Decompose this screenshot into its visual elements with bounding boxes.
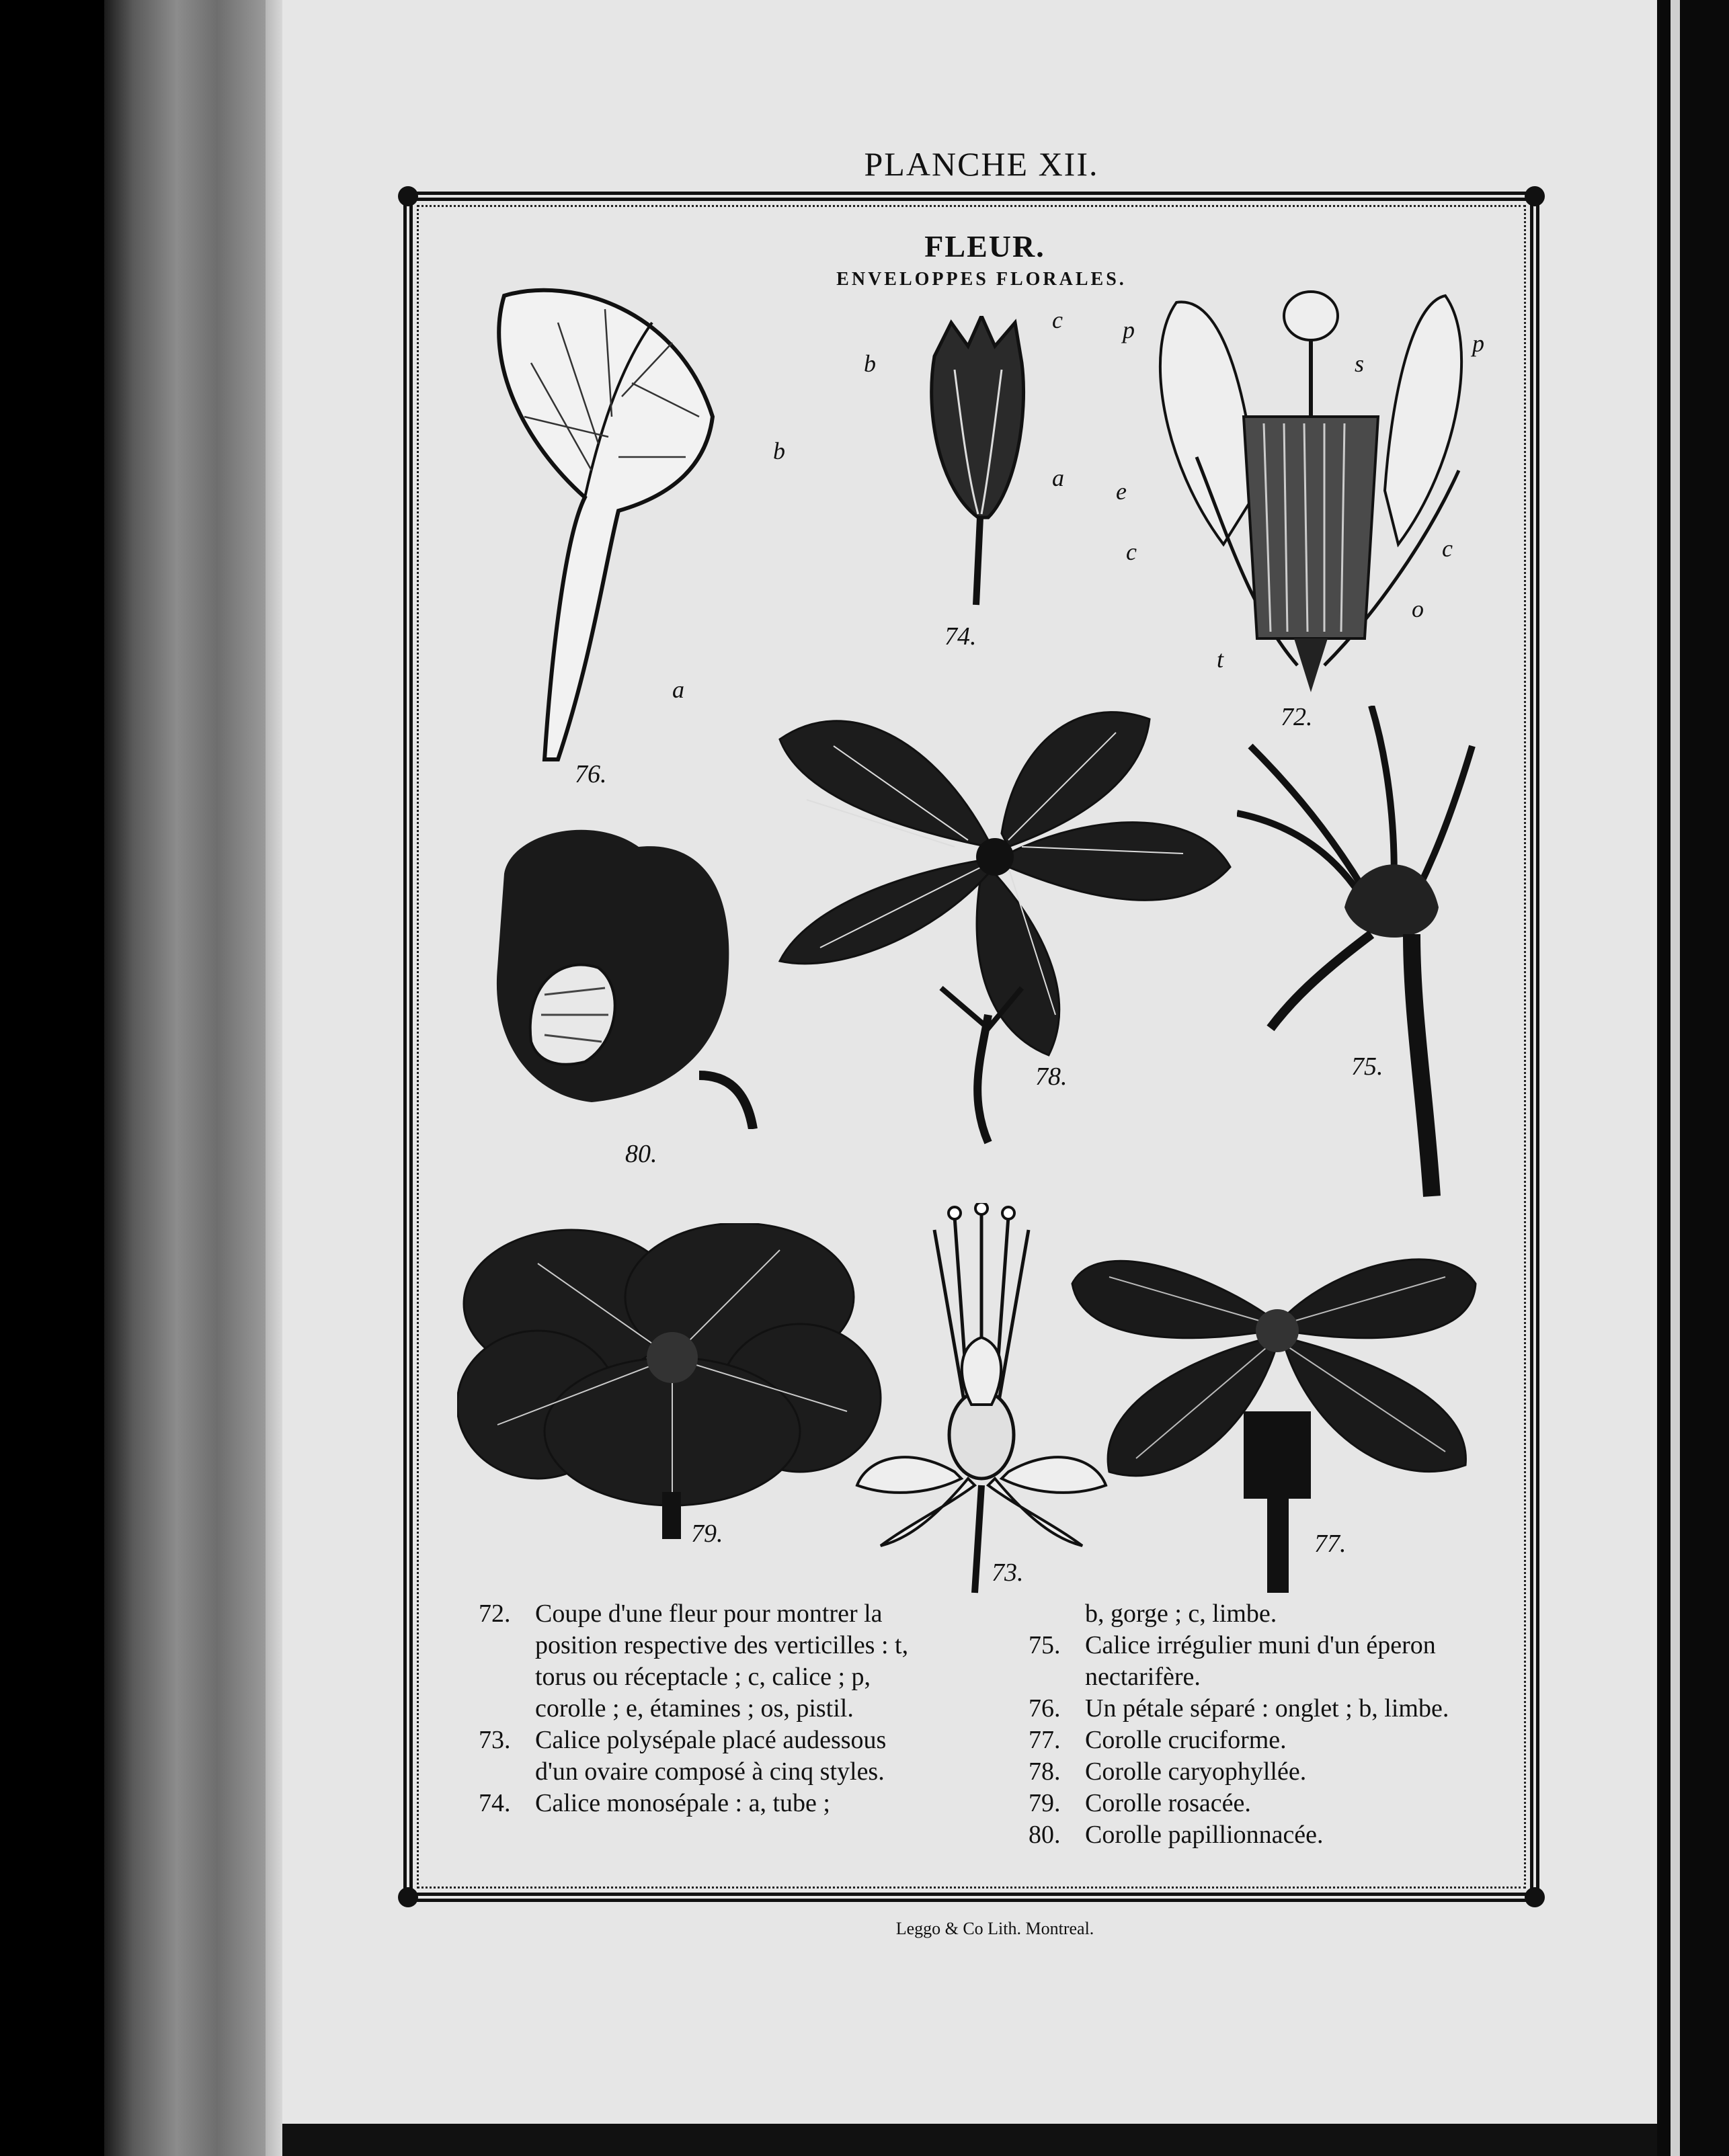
cruciform-corolla-illustration	[1069, 1210, 1486, 1593]
caption-column-right	[1029, 1598, 1499, 1851]
caption-text: Coupe d'une fleur pour montrer la position respective des verticilles : t, torus ou réceptacle ; c, calice ; p, corolle ; e, étamines ; os, pistil.	[535, 1600, 909, 1723]
caption-item	[1029, 1598, 1499, 1630]
figure-number: 77.	[1314, 1530, 1346, 1558]
plate-subheading: ENVELOPPES FLORALES.	[836, 269, 1127, 290]
plate-heading: FLEUR.	[924, 229, 1045, 263]
caption-text: Corolle rosacée.	[1085, 1789, 1251, 1817]
figure-label-c: c	[1052, 306, 1063, 333]
caption-text: b, gorge ; c, limbe.	[1085, 1600, 1277, 1628]
papilionaceous-corolla-illustration	[484, 820, 766, 1129]
spurred-calyx-illustration	[1237, 706, 1479, 1203]
plate-title: PLANCHE XII.	[864, 145, 1099, 183]
caption-item	[1029, 1788, 1499, 1819]
caption-text: Corolle papillionnacée.	[1085, 1821, 1324, 1849]
caption-number: 80.	[1029, 1821, 1061, 1849]
figure-number: 74.	[944, 622, 977, 651]
figure-label-c: c	[1442, 535, 1453, 562]
figure-number: 73.	[992, 1559, 1024, 1587]
caption-text: Corolle cruciforme.	[1085, 1726, 1287, 1754]
caption-item	[1029, 1725, 1499, 1756]
caption-text: Calice monosépale : a, tube ;	[535, 1789, 830, 1817]
figure-label-b: b	[864, 350, 876, 377]
caption-text: Calice irrégulier muni d'un éperon nectarifère.	[1085, 1631, 1436, 1691]
frame-corner-ornament	[1525, 186, 1545, 206]
frame-corner-ornament	[398, 1887, 418, 1907]
caption-column-left	[479, 1598, 928, 1819]
frame-corner-ornament	[1525, 1887, 1545, 1907]
scan-border-right	[1657, 0, 1729, 2156]
caption-number: 73.	[479, 1726, 511, 1754]
caption-item	[1029, 1630, 1499, 1693]
figure-label-p: p	[1472, 330, 1484, 357]
caption-text: Un pétale séparé : onglet ; b, limbe.	[1085, 1694, 1449, 1723]
figure-label-a: a	[1052, 464, 1064, 491]
figure-label-b: b	[773, 438, 785, 464]
caption-item	[479, 1788, 928, 1819]
caryophyllaceous-corolla-illustration	[766, 679, 1237, 1149]
caption-number: 72.	[479, 1600, 511, 1628]
figure-number: 78.	[1035, 1063, 1068, 1091]
caption-number: 77.	[1029, 1726, 1061, 1754]
caption-item	[479, 1598, 928, 1725]
caption-item	[479, 1725, 928, 1788]
book-spine	[104, 0, 266, 2156]
caption-item	[1029, 1693, 1499, 1725]
figure-number: 75.	[1351, 1052, 1383, 1081]
caption-number: 74.	[479, 1789, 511, 1817]
figure-number: 76.	[575, 760, 607, 788]
figure-label-a: a	[672, 676, 684, 703]
figure-number: 80.	[625, 1140, 657, 1168]
figure-label-s: s	[1355, 350, 1365, 377]
caption-item	[1029, 1819, 1499, 1851]
caption-text: Corolle caryophyllée.	[1085, 1757, 1307, 1786]
figure-number: 72.	[1281, 703, 1313, 731]
scan-border-bottom	[282, 2124, 1657, 2156]
figure-label-p: p	[1123, 317, 1135, 343]
caption-number: 78.	[1029, 1757, 1061, 1786]
figure-label-c: c	[1126, 538, 1137, 565]
caption-item	[1029, 1756, 1499, 1788]
caption-number: 76.	[1029, 1694, 1061, 1723]
caption-text: Calice polysépale placé audessous d'un ovaire composé à cinq styles.	[535, 1726, 887, 1786]
frame-corner-ornament	[398, 186, 418, 206]
facing-page-edge	[1671, 0, 1680, 2156]
petal-illustration	[484, 282, 726, 766]
flower-section-illustration	[1143, 289, 1479, 699]
figure-label-e: e	[1116, 478, 1127, 505]
caption-number	[1029, 1598, 1085, 1630]
lithographer-imprint: Leggo & Co Lith. Montreal.	[895, 1919, 1094, 1938]
figure-number: 79.	[691, 1520, 723, 1548]
figure-label-o: o	[1412, 595, 1424, 622]
monosepal-calyx-illustration	[914, 316, 1042, 612]
caption-number: 79.	[1029, 1789, 1061, 1817]
rosaceous-corolla-illustration	[457, 1223, 887, 1546]
figure-label-t: t	[1217, 646, 1224, 673]
caption-number: 75.	[1029, 1631, 1061, 1659]
